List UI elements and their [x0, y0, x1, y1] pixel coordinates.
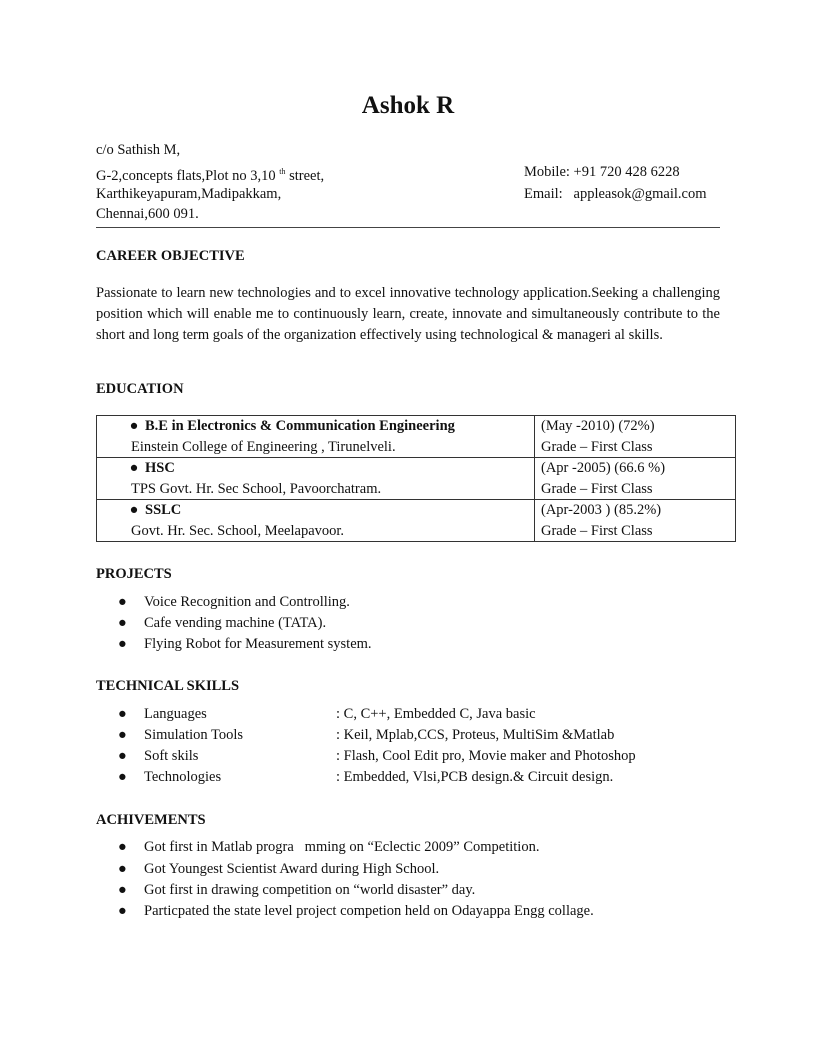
degree: HSC	[145, 460, 175, 476]
skill-value: : Keil, Mplab,CCS, Proteus, MultiSim &Matlab	[336, 727, 615, 743]
skill-value: : Flash, Cool Edit pro, Movie maker and Photoshop	[336, 748, 636, 764]
skill-label: Soft skils	[144, 748, 199, 764]
date-cell	[535, 458, 736, 500]
mobile: Mobile: +91 720 428 6228	[524, 164, 680, 180]
date-cell	[535, 416, 736, 458]
date-cell	[535, 500, 736, 542]
bullet-icon: ●	[118, 903, 127, 919]
degree: SSLC	[145, 502, 182, 518]
date: (May -2010) (72%)	[541, 418, 655, 434]
list-item: Flying Robot for Measurement system.	[144, 636, 372, 652]
grade: Grade – First Class	[541, 438, 653, 455]
bullet-icon: ●	[118, 594, 127, 610]
bullet-icon: ●	[118, 727, 127, 743]
table-row	[97, 458, 736, 500]
address-line: Chennai,600 091.	[96, 206, 199, 222]
bullet-icon: ●	[118, 769, 127, 785]
projects-heading: PROJECTS	[96, 566, 172, 582]
education-heading: EDUCATION	[96, 381, 184, 397]
list-item: Got first in Matlab progra mming on “Eclectic 2009” Competition.	[144, 839, 540, 855]
skills-heading: TECHNICAL SKILLS	[96, 678, 240, 694]
candidate-name: Ashok R	[361, 92, 455, 119]
achievements-heading: ACHIVEMENTS	[96, 812, 206, 828]
skill-value: : C, C++, Embedded C, Java basic	[336, 706, 536, 722]
address-line: c/o Sathish M,	[96, 142, 181, 158]
bullet-icon: ●	[118, 861, 127, 877]
degree-cell: ● SSLC Govt. Hr. Sec. School, Meelapavoor.	[97, 500, 535, 542]
degree-cell: ● B.E in Electronics & Communication Engineering Einstein College of Engineering , Tirunelveli.	[97, 416, 535, 458]
career-text: Passionate to learn new technologies and to excel innovative technology application.Seeking a challenging position which will enable me to continuously learn, create, innovate and simultaneously contribute to the short and long term goals of the organization effectively using technological & manageri al skills.	[96, 285, 720, 343]
table-row	[97, 500, 736, 542]
bullet-icon: ●	[118, 636, 127, 652]
school: Einstein College of Engineering , Tirunelveli.	[131, 438, 396, 455]
list-item: Got Youngest Scientist Award during High School.	[144, 861, 440, 877]
bullet-icon: ●	[118, 839, 127, 855]
list-item: Particpated the state level project competion held on Odayappa Engg collage.	[144, 903, 594, 919]
address-line	[96, 163, 324, 185]
superscript: th	[279, 167, 286, 176]
table-row	[97, 416, 736, 458]
education-table	[96, 415, 736, 542]
divider	[96, 227, 720, 228]
school: Govt. Hr. Sec. School, Meelapavoor.	[131, 522, 345, 539]
address-text: G-2,concepts flats,Plot no 3,10	[96, 167, 276, 184]
school: TPS Govt. Hr. Sec School, Pavoorchatram.	[131, 480, 382, 497]
date: (Apr-2003 ) (85.2%)	[541, 502, 662, 518]
address-line: Karthikeyapuram,Madipakkam,	[96, 186, 282, 202]
bullet-icon: ●	[118, 748, 127, 764]
degree-cell: ● HSC TPS Govt. Hr. Sec School, Pavoorchatram.	[97, 458, 535, 500]
skill-label: Languages	[144, 706, 207, 722]
list-item: Cafe vending machine (TATA).	[144, 615, 327, 631]
degree: B.E in Electronics & Communication Engineering	[145, 418, 455, 434]
list-item: Got first in drawing competition on “world disaster” day.	[144, 882, 476, 898]
email: Email: appleasok@gmail.com	[524, 186, 707, 202]
list-item: Voice Recognition and Controlling.	[144, 594, 350, 610]
address-text: street,	[289, 167, 325, 184]
date: (Apr -2005) (66.6 %)	[541, 460, 666, 476]
skill-label: Technologies	[144, 769, 222, 785]
skill-value: : Embedded, Vlsi,PCB design.& Circuit design.	[336, 769, 614, 785]
bullet-icon: ●	[118, 615, 127, 631]
grade: Grade – First Class	[541, 480, 653, 497]
bullet-icon: ●	[118, 706, 127, 722]
skill-label: Simulation Tools	[144, 727, 244, 743]
grade: Grade – First Class	[541, 522, 653, 539]
bullet-icon: ●	[118, 882, 127, 898]
career-heading: CAREER OBJECTIVE	[96, 248, 245, 264]
